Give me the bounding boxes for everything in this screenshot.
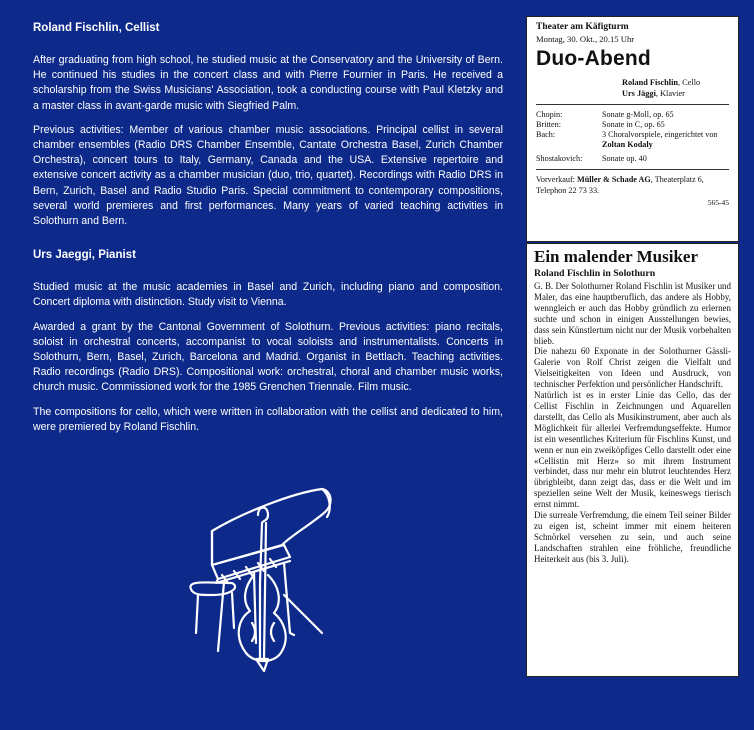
program-row: Chopin: Sonate g-Moll, op. 65	[536, 110, 674, 119]
cellist-paragraph-1: After graduating from high school, he studied music at the Conservatory and the University of Bern. He continued his studies in the concert class and with Pierre Fournier in Paris. He received a scholarship from the Swiss Musicians' Association, took a conducting course with Paul Kletzky and a master class in avant-garde music with Siegfried Palm.	[33, 54, 503, 112]
ad-program	[536, 110, 718, 164]
ad-date: Montag, 30. Okt., 20.15 Uhr	[536, 34, 635, 44]
ad-performer-1: Roland Fischlin, Cello	[622, 78, 701, 87]
article-subheadline: Roland Fischlin in Solothurn	[534, 268, 656, 279]
newspaper-article	[526, 243, 739, 677]
ad-title: Duo-Abend	[536, 47, 651, 70]
ad-divider	[536, 169, 729, 170]
article-paragraph-3: Natürlich ist es in erster Linie das Cello, das der Cellist Fischlin in Zeichnungen und Aquarellen darstellt, das Cello als Musikinstrument, aber auch als Möglichkeit für allerlei Verfremdungseffekte. Humor ist ein wesentliches Kriterium für Fischlins Kunst, und wenn er nun ein zweiköpfiges Cello darstellt oder eine «Cellistin mit Herz» so mit ihrem Instrument verbindet, dass nur mehr ein blutrot leuchtendes Herz übrigbleibt, dann zeigt das, dass er die Welt und im speziellen seine Welt der Musik, keineswegs tierisch ernst nimmt.	[534, 390, 731, 510]
article-headline: Ein malender Musiker	[534, 247, 699, 266]
article-paragraph-2: Die nahezu 60 Exponate in der Solothurner Gässli-Galerie von Rolf Christ zeigen die Vielfalt und Vielseitigkeiten von Ideen und Ausdruck, von technischer Perfektion und persönlicher Handschrift.	[534, 346, 731, 390]
pianist-paragraph-1: Studied music at the music academies in Basel and Zurich, including piano and composition. Concert diploma with distinction. Study visit to Vienna.	[33, 281, 503, 309]
pianist-paragraph-2: Awarded a grant by the Cantonal Government of Solothurn. Previous activities: piano recitals, soloist in orchestral concerts, accompanist to vocal soloists and instrumentalists. Concerts in Solothurn, Bern, Basel, Zurich, Barcelona and Madrid. Organist in Bettlach. Teaching activities. Radio recordings (Radio DRS). Compositional work: orchestral, choral and chamber music works, church music. Commissioned work for the 1985 Grenchen Triennale. Film music.	[33, 320, 503, 394]
cellist-paragraph-2: Previous activities: Member of various chamber music associations. Principal cellist in several chamber ensembles (Radio DRS Chamber Ensemble, Cantate Orchestra Basel, Zurich Chamber Orchestra), concert tours to Italy, Germany, Canada and the USA. Extensive repertoire and extensive concert activity as a chamber musician (duo, trio, quartet). Recordings with Radio DRS in Bern, Zurich, Basel and Radio Studio Paris. Special commitment to contemporary compositions, several world premieres and first performances. Many years of varied teaching activities in Solothurn and Bern.	[33, 123, 503, 228]
program-row: Bach: 3 Choralvorspiele, eingerichtet von	[536, 130, 718, 139]
pianist-heading: Urs Jaeggi, Pianist	[33, 249, 136, 262]
ad-divider	[536, 104, 729, 105]
ad-presale: Vorverkauf: Müller & Schade AG, Theaterplatz 6, Telephon 22 73 33.	[536, 175, 704, 195]
article-paragraph-4: Die surreale Verfremdung, die einem Teil seiner Bilder zu eigen ist, scheint immer mit einem heiteren Schnörkel versehen zu sein, und auch seine Landschaften strahlen eine fröhliche, freundliche Heiterkeit aus (bis 3. Juli).	[534, 510, 731, 564]
program-row: Zoltan Kodaly	[602, 140, 653, 149]
ad-venue: Theater am Käfigturm	[536, 22, 629, 32]
pianist-paragraph-3: The compositions for cello, which were written in collaboration with the cellist and dedicated to him, were premiered by Roland Fischlin.	[33, 405, 503, 433]
program-row: Shostakovich: Sonate op. 40	[536, 154, 647, 163]
ad-code: 565-45	[707, 198, 729, 207]
program-row: Britten: Sonate in C, op. 65	[536, 120, 665, 129]
biography-column	[33, 22, 503, 444]
concert-advertisement	[526, 16, 739, 242]
article-paragraph-1: G. B. Der Solothurner Roland Fischlin ist Musiker und Maler, das eine hauptberuflich, das andere als Hobby, wenngleich er auch das Hobby gründlich zu erlernen suchte und schon in einigen Ausstellungen bewies, dass sein Künstlertum nicht nur der Musik vorbehalten blieb.	[534, 281, 731, 346]
ad-performer-2: Urs Jäggi, Klavier	[622, 89, 685, 98]
piano-and-cello-icon	[172, 483, 337, 673]
cellist-heading: Roland Fischlin, Cellist	[33, 22, 160, 34]
